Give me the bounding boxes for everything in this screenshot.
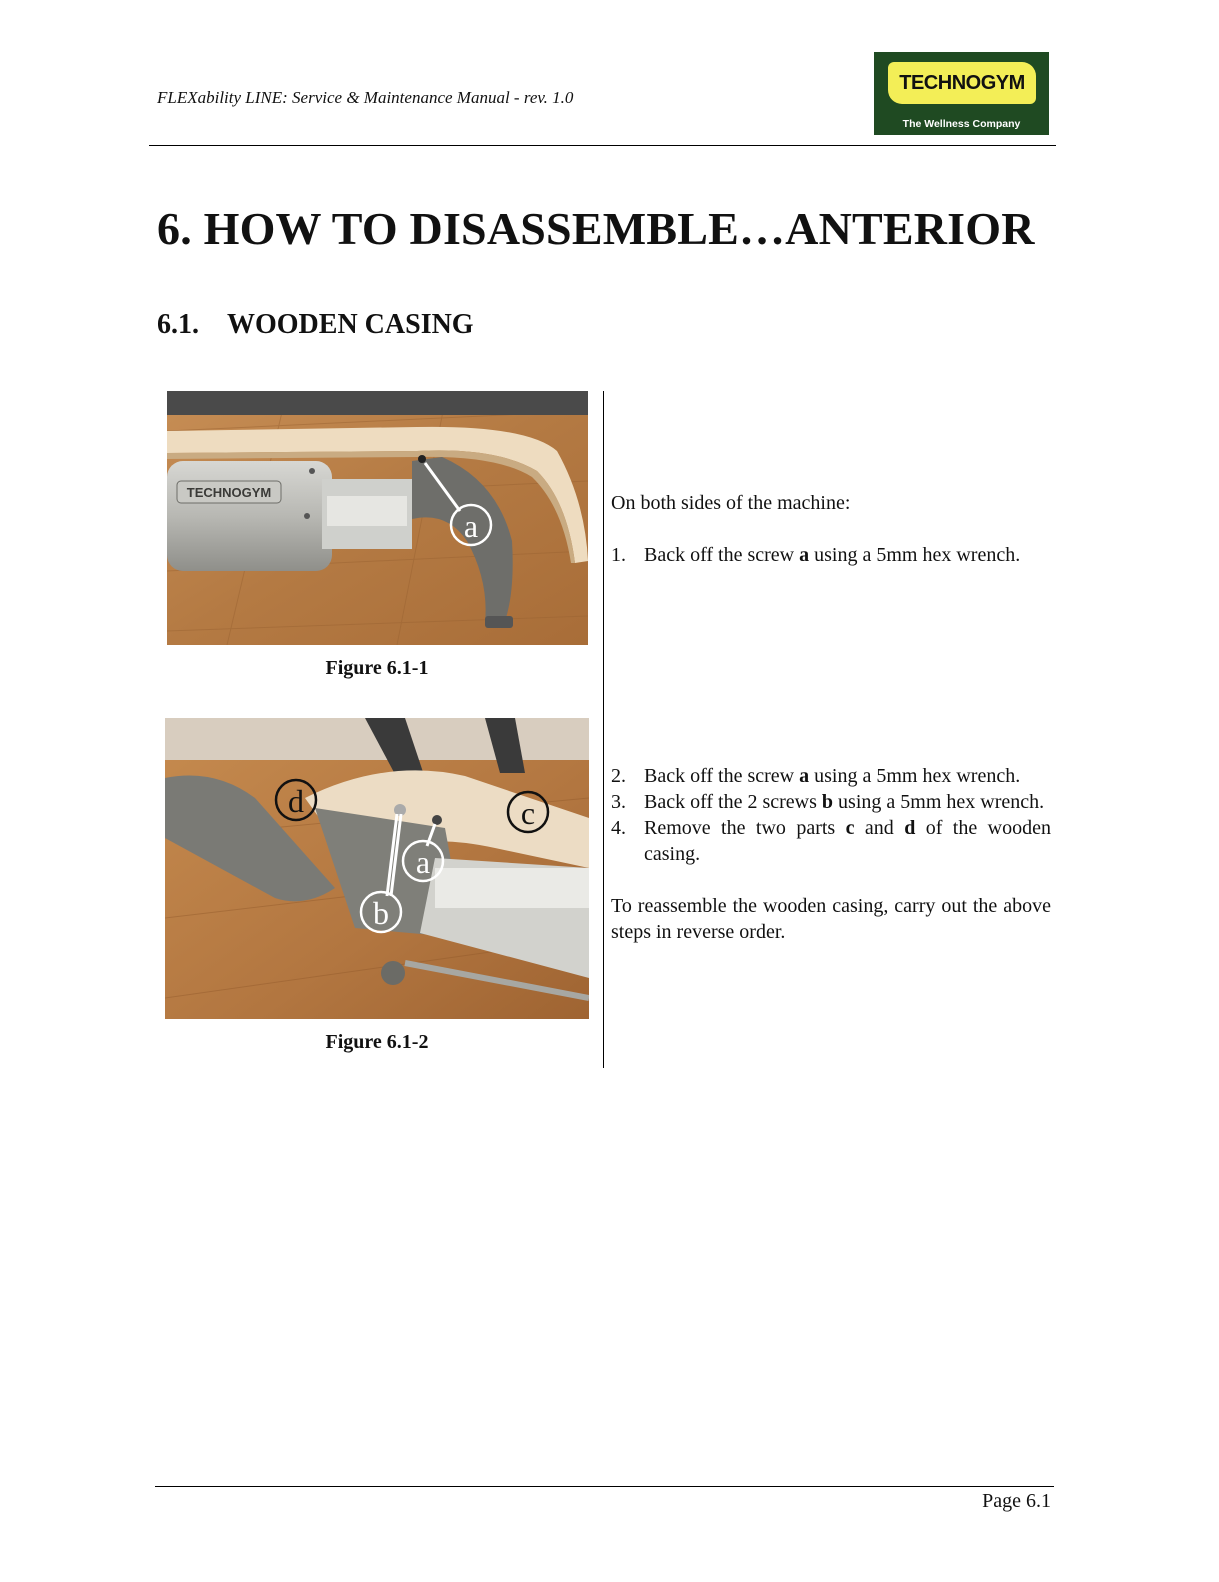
figure-caption-1: Figure 6.1-1 xyxy=(325,657,429,679)
step-item: 1. Back off the screw a using a 5mm hex wrench. xyxy=(611,544,1021,566)
figure-caption-2: Figure 6.1-2 xyxy=(325,1031,429,1053)
callout-a: a xyxy=(415,844,431,880)
header-divider xyxy=(149,145,1056,146)
step-list-2 xyxy=(611,763,1051,867)
chapter-title: 6. HOW TO DISASSEMBLE…ANTERIOR xyxy=(157,203,1035,254)
photo-logo-label: TECHNOGYM xyxy=(186,485,272,500)
reassemble-note: To reassemble the wooden casing, carry out the above steps in reverse order. xyxy=(611,895,1051,943)
instructions-block-1 xyxy=(611,490,1051,568)
section-number: 6.1. xyxy=(157,309,199,340)
logo-wordmark: TECHNOGYM xyxy=(899,71,1025,94)
steps-intro: On both sides of the machine: xyxy=(611,492,851,514)
step-item: 2. Back off the screw a using a 5mm hex wrench. xyxy=(611,765,1021,787)
instructions-block-2 xyxy=(611,763,1051,945)
section-title-text: WOODEN CASING xyxy=(227,309,474,340)
step-item: 4. Remove the two parts c and d of the wooden casing. xyxy=(611,817,1051,865)
callout-d: d xyxy=(288,783,304,819)
step-list-1 xyxy=(611,542,1051,568)
callout-a: a xyxy=(463,508,479,544)
page-number: Page 6.1 xyxy=(982,1490,1051,1512)
running-header: FLEXability LINE: Service & Maintenance Manual - rev. 1.0 xyxy=(157,88,574,107)
step-item: 3. Back off the 2 screws b using a 5mm hex wrench. xyxy=(611,791,1045,813)
callout-b: b xyxy=(373,895,389,931)
section-title xyxy=(157,309,474,341)
column-divider xyxy=(603,391,604,1068)
callout-c: c xyxy=(520,795,536,831)
footer-divider xyxy=(155,1486,1054,1487)
figure-photo-1 xyxy=(167,391,588,645)
technogym-logo xyxy=(874,52,1049,135)
logo-plate xyxy=(888,62,1036,104)
logo-tagline: The Wellness Company xyxy=(902,118,1021,130)
figure-photo-2 xyxy=(165,718,589,1019)
